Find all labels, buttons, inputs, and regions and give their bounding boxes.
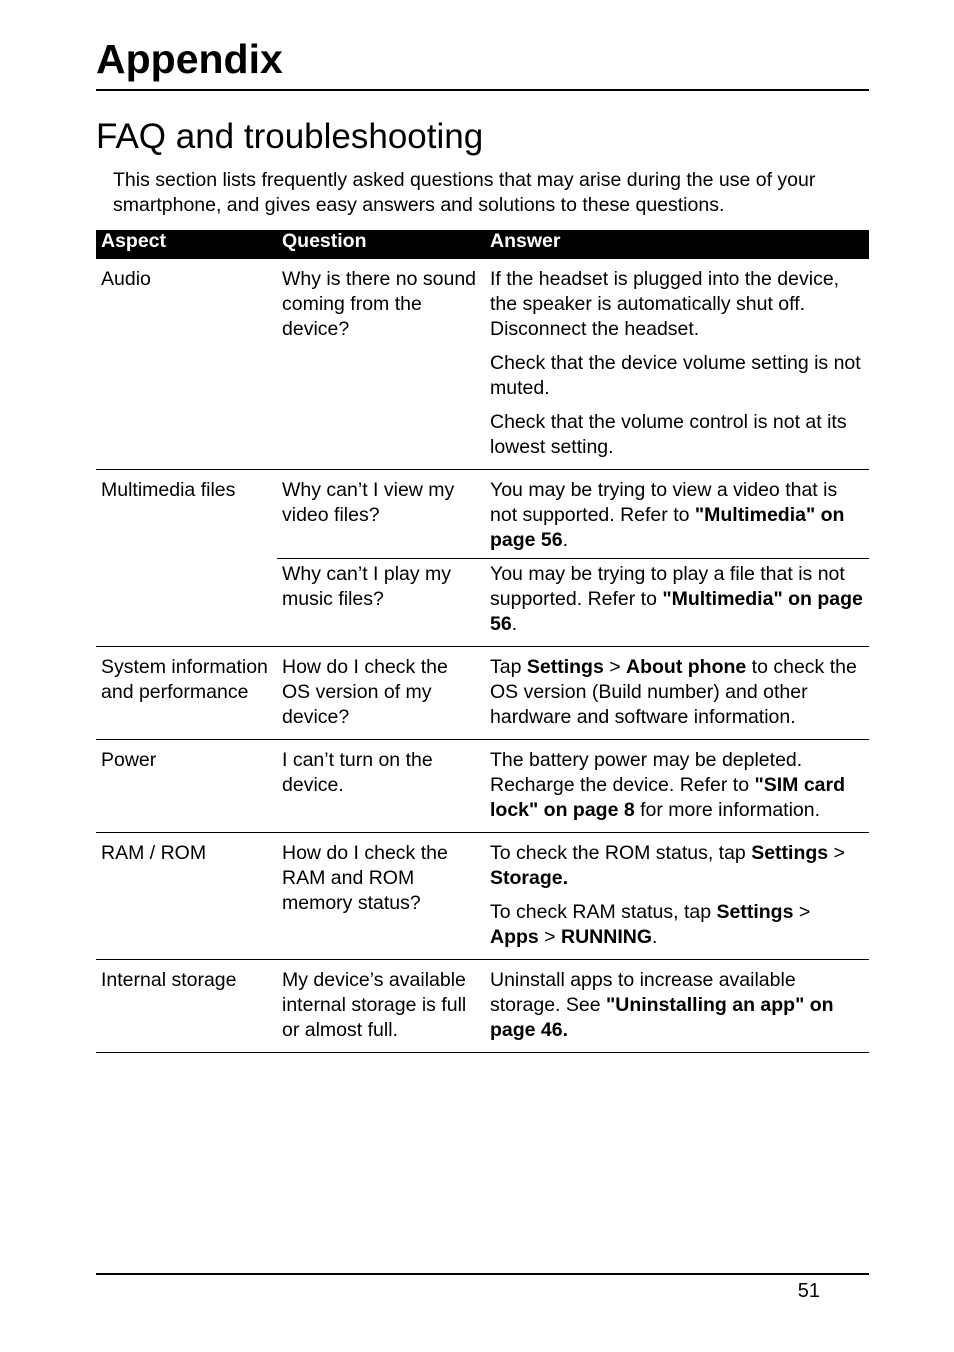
question-cell: My device’s available internal storage is full or almost full. [277, 960, 485, 1053]
question-cell: Why can’t I play my music files? [277, 559, 485, 647]
faq-table [96, 230, 869, 1053]
answer-paragraph: Check that the device volume setting is not muted. [490, 352, 861, 399]
answer-paragraph [490, 655, 863, 730]
answer-cell [485, 960, 869, 1053]
aspect-cell: System information and performance [96, 647, 277, 740]
menu-separator: > [603, 656, 627, 678]
menu-separator: > [828, 842, 845, 864]
table-row-power [96, 740, 869, 833]
aspect-cell: Internal storage [96, 960, 277, 1053]
answer-cell [485, 470, 869, 559]
answer-cell [485, 647, 869, 740]
footer-rule [96, 1273, 869, 1275]
answer-cell [485, 559, 869, 647]
aspect-cell: Multimedia files [96, 470, 277, 647]
menu-path-settings: Settings [716, 901, 794, 923]
menu-path-settings: Settings [526, 656, 604, 678]
question-cell: I can’t turn on the device. [277, 740, 485, 833]
page-number: 51 [797, 1280, 820, 1302]
faq-table-header [96, 230, 869, 259]
cross-reference: "Multimedia" on page 56 [490, 588, 863, 635]
answer-text: . [511, 613, 518, 635]
table-row-ram-rom [96, 833, 869, 960]
menu-path-settings: Settings [751, 842, 829, 864]
answer-cell [485, 833, 869, 960]
answer-paragraph [490, 748, 863, 823]
aspect-cell: Power [96, 740, 277, 833]
answer-paragraph [490, 562, 863, 637]
question-cell: Why can’t I view my video files? [277, 470, 485, 559]
menu-separator: > [793, 901, 811, 923]
header-question: Question [277, 230, 485, 259]
answer-text: for more information. [634, 799, 821, 821]
menu-path-apps: Apps [490, 926, 539, 948]
menu-path-about-phone: About phone [626, 656, 747, 678]
answer-text: to check the OS version (Build number) and other hardware and software information. [490, 656, 857, 728]
aspect-cell: Audio [96, 259, 277, 470]
menu-path-storage: Storage. [490, 867, 569, 889]
section-title: FAQ and troubleshooting [96, 117, 484, 156]
chapter-title-rule [96, 89, 869, 91]
answer-text: . [651, 926, 658, 948]
cross-reference: "SIM card lock" on page 8 [490, 774, 846, 821]
answer-cell [485, 259, 869, 470]
header-aspect: Aspect [96, 230, 277, 259]
menu-separator: > [538, 926, 561, 948]
answer-text: You may be trying to play a file that is not supported. Refer to [490, 563, 845, 610]
question-cell: How do I check the RAM and ROM memory status? [277, 833, 485, 960]
answer-paragraph: Check that the volume control is not at its lowest setting. [490, 411, 847, 458]
answer-paragraph: If the headset is plugged into the device, the speaker is automatically shut off. Disconnect the headset. [490, 268, 840, 340]
cross-reference: "Uninstalling an app" on page 46. [490, 994, 834, 1041]
answer-text: Tap [490, 656, 527, 678]
question-cell: How do I check the OS version of my device? [277, 647, 485, 740]
answer-text: You may be trying to view a video that is not supported. Refer to [490, 479, 838, 526]
answer-cell [485, 740, 869, 833]
aspect-cell: RAM / ROM [96, 833, 277, 960]
menu-path-running: RUNNING [560, 926, 652, 948]
answer-text: To check RAM status, tap [490, 901, 717, 923]
answer-paragraph [490, 841, 863, 891]
table-row-system [96, 647, 869, 740]
answer-text: To check the ROM status, tap [490, 842, 752, 864]
chapter-title: Appendix [96, 36, 283, 82]
answer-paragraph [490, 900, 863, 950]
answer-text: The battery power may be depleted. Recharge the device. Refer to [490, 749, 803, 796]
answer-paragraph [490, 968, 863, 1043]
table-row-multimedia-video [96, 470, 869, 559]
header-answer: Answer [485, 230, 869, 259]
answer-text: . [562, 529, 569, 551]
question-cell: Why is there no sound coming from the device? [277, 259, 485, 470]
answer-paragraph [490, 478, 863, 553]
answer-text: Uninstall apps to increase available storage. See [490, 969, 796, 1016]
cross-reference: "Multimedia" on page 56 [490, 504, 845, 551]
section-intro: This section lists frequently asked questions that may arise during the use of your smartphone, and gives easy answers and solutions to these questions. [113, 169, 816, 216]
table-row-audio [96, 259, 869, 470]
table-row-internal-storage [96, 960, 869, 1053]
